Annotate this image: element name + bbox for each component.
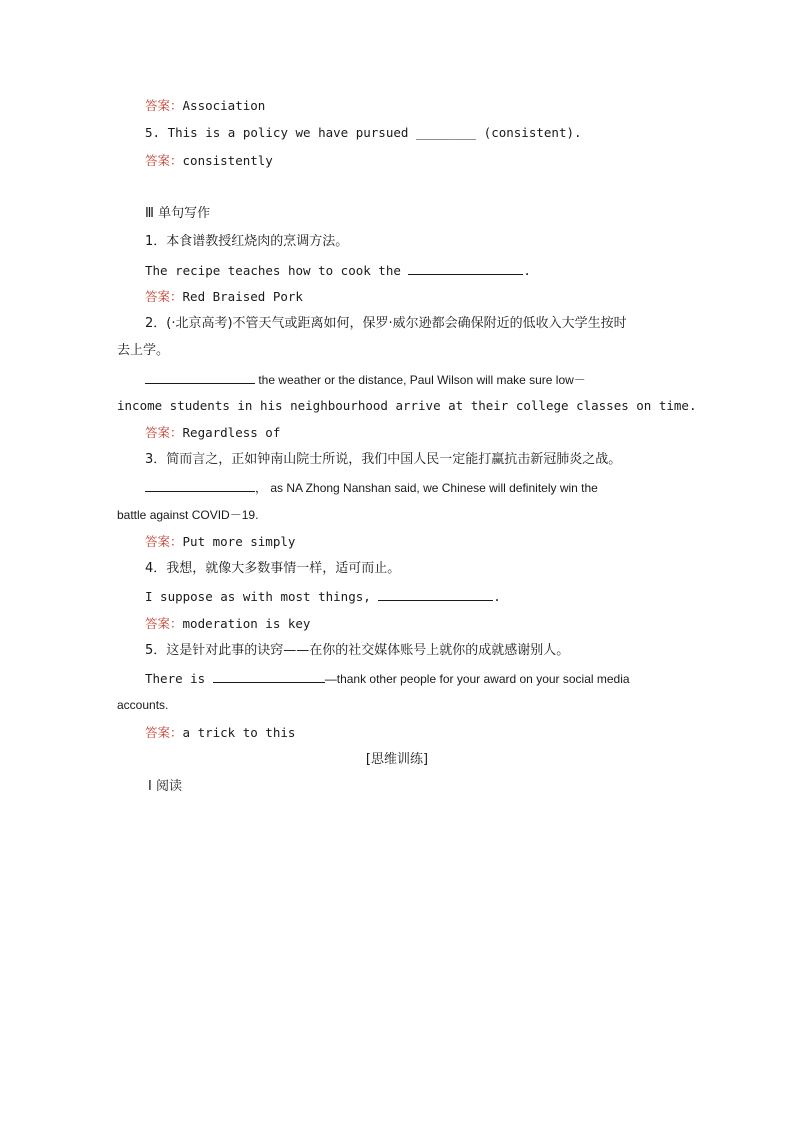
answer-line: 答案：moderation is key	[145, 616, 311, 631]
question-cn: 4．我想，就像大多数事情一样，适可而止。	[145, 561, 401, 576]
question-en: battle against COVID－19.	[117, 508, 259, 522]
question-en: I suppose as with most things, .	[145, 589, 501, 604]
question-en: There is —thank other people for your award on your social media	[145, 671, 630, 686]
training-heading: [思维训练]	[365, 752, 429, 767]
question-en: The recipe teaches how to cook the .	[145, 263, 531, 278]
question-en: ， as NA Zhong Nanshan said, we Chinese will definitely win the	[145, 479, 598, 496]
question-line: 5. This is a policy we have pursued ________ (consistent).	[145, 125, 582, 140]
answer-blank	[145, 479, 255, 492]
question-cn: 5．这是针对此事的诀窍——在你的社交媒体账号上就你的成就感谢别人。	[145, 643, 570, 658]
question-cn: 去上学。	[117, 343, 170, 358]
answer-blank	[145, 371, 255, 384]
question-en: the weather or the distance, Paul Wilson will make sure low－	[145, 371, 586, 388]
answer-line: 答案：Association	[145, 98, 266, 113]
answer-line: 答案：Put more simply	[145, 534, 296, 549]
answer-blank	[213, 670, 325, 683]
question-cn: 3．简而言之，正如钟南山院士所说，我们中国人民一定能打赢抗击新冠肺炎之战。	[145, 452, 622, 467]
section-heading: Ⅰ 阅读	[148, 779, 182, 794]
answer-line: 答案：Regardless of	[145, 425, 281, 440]
answer-line: 答案：a trick to this	[145, 725, 296, 740]
section-heading: Ⅲ 单句写作	[145, 206, 211, 221]
answer-line: 答案：Red Braised Pork	[145, 289, 303, 304]
question-en: accounts.	[117, 698, 169, 712]
question-en: income students in his neighbourhood arrive at their college classes on time.	[117, 398, 697, 413]
question-cn: 1．本食谱教授红烧肉的烹调方法。	[145, 234, 349, 249]
answer-blank	[378, 588, 493, 601]
question-cn: 2．(·北京高考)不管天气或距离如何，保罗·威尔逊都会确保附近的低收入大学生按时	[145, 316, 627, 331]
answer-blank	[408, 262, 523, 275]
answer-line: 答案：consistently	[145, 153, 273, 168]
